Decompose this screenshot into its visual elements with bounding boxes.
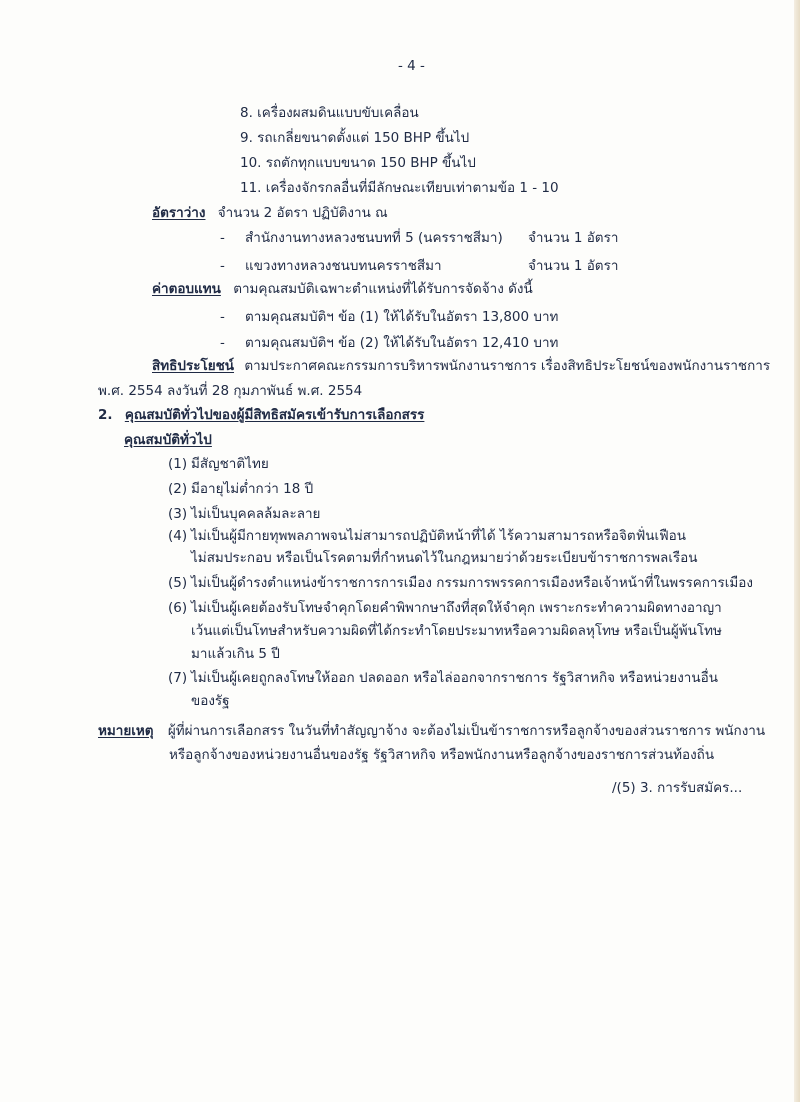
equipment-item-8: 8. เครื่องผสมดินแบบขับเคลื่อน [240, 105, 419, 121]
qualification-5-text: ไม่เป็นผู้ดำรงตำแหน่งข้าราชการการเมือง กรรมการพรรคการเมืองหรือเจ้าหน้าที่ในพรรคการเมือง [191, 575, 753, 591]
section2-subtitle-row [124, 431, 212, 449]
compensation-label: ค่าตอบแทน [152, 281, 221, 297]
qualification-6-text-3: มาแล้วเกิน 5 ปี [191, 646, 280, 662]
continuation-note: /(5) 3. การรับสมัคร... [612, 780, 743, 796]
qualification-7-text-2: ของรัฐ [191, 693, 230, 709]
qualification-6-text-2: เว้นแต่เป็นโทษสำหรับความผิดที่ได้กระทำโดยประมาทหรือความผิดลหุโทษ หรือเป็นผู้พ้นโทษ [191, 623, 722, 639]
qualification-3-number: (3) [168, 506, 188, 522]
qualification-2-text: มีอายุไม่ต่ำกว่า 18 ปี [191, 481, 314, 497]
section2-subtitle: คุณสมบัติทั่วไป [124, 432, 212, 448]
vacancy-dash-1: - [220, 230, 225, 246]
vacancy-row [152, 204, 388, 222]
qualification-5-number: (5) [168, 575, 188, 591]
qualification-4-number: (4) [168, 528, 188, 544]
qualification-6-number: (6) [168, 600, 188, 616]
page-number: - 4 - [398, 58, 425, 74]
compensation-dash-1: - [220, 309, 225, 325]
remark-text-1: ผู้ที่ผ่านการเลือกสรร ในวันที่ทำสัญญาจ้าง จะต้องไม่เป็นข้าราชการหรือลูกจ้างของส่วนราชการ พนักงาน [167, 723, 766, 739]
compensation-row [152, 280, 533, 298]
compensation-dash-2: - [220, 335, 225, 351]
equipment-item-9: 9. รถเกลี่ยขนาดตั้งแต่ 150 BHP ขึ้นไป [240, 130, 470, 146]
section2-heading [98, 406, 424, 424]
vacancy-office-1: สำนักงานทางหลวงชนบทที่ 5 (นครราชสีมา) [245, 230, 503, 246]
remark-label: หมายเหตุ [98, 723, 154, 739]
remark-row [98, 722, 765, 740]
page-edge [794, 0, 800, 1102]
remark-text-2: หรือลูกจ้างของหน่วยงานอื่นของรัฐ รัฐวิสาหกิจ หรือพนักงานหรือลูกจ้างของราชการส่วนท้องถิ่น [169, 747, 715, 763]
qualification-1-text: มีสัญชาติไทย [191, 456, 269, 472]
qualification-6-text-1: ไม่เป็นผู้เคยต้องรับโทษจำคุกโดยคำพิพากษาถึงที่สุดให้จำคุก เพราะกระทำความผิดทางอาญา [191, 600, 722, 616]
vacancy-label: อัตราว่าง [152, 205, 206, 221]
benefits-label: สิทธิประโยชน์ [152, 358, 235, 374]
compensation-text: ตามคุณสมบัติเฉพาะตำแหน่งที่ได้รับการจัดจ้าง ดังนี้ [233, 281, 533, 297]
benefits-text-1: ตามประกาศคณะกรรมการบริหารพนักงานราชการ เรื่องสิทธิประโยชน์ของพนักงานราชการ [244, 358, 771, 374]
vacancy-count-1: จำนวน 1 อัตรา [528, 230, 619, 246]
qualification-7-number: (7) [168, 670, 188, 686]
section2-number: 2. [98, 407, 113, 423]
equipment-item-10: 10. รถตักทุกแบบขนาด 150 BHP ขึ้นไป [240, 155, 476, 171]
section2-title: คุณสมบัติทั่วไปของผู้มีสิทธิสมัครเข้ารับการเลือกสรร [124, 407, 425, 423]
benefits-row [152, 357, 770, 375]
compensation-item-1: ตามคุณสมบัติฯ ข้อ (1) ให้ได้รับในอัตรา 13,800 บาท [245, 309, 559, 325]
vacancy-dash-2: - [220, 258, 225, 274]
vacancy-office-2: แขวงทางหลวงชนบทนครราชสีมา [245, 258, 442, 274]
qualification-7-text-1: ไม่เป็นผู้เคยถูกลงโทษให้ออก ปลดออก หรือไล่ออกจากราชการ รัฐวิสาหกิจ หรือหน่วยงานอื่น [191, 670, 718, 686]
qualification-2-number: (2) [168, 481, 188, 497]
qualification-3-text: ไม่เป็นบุคคลล้มละลาย [191, 506, 321, 522]
qualification-4-text-2: ไม่สมประกอบ หรือเป็นโรคตามที่กำหนดไว้ในกฎหมายว่าด้วยระเบียบข้าราชการพลเรือน [191, 550, 698, 566]
vacancy-count-2: จำนวน 1 อัตรา [528, 258, 619, 274]
equipment-item-11: 11. เครื่องจักรกลอื่นที่มีลักษณะเทียบเท่าตามข้อ 1 - 10 [240, 180, 559, 196]
benefits-text-2: พ.ศ. 2554 ลงวันที่ 28 กุมภาพันธ์ พ.ศ. 2554 [98, 383, 363, 399]
vacancy-text: จำนวน 2 อัตรา ปฏิบัติงาน ณ [217, 205, 388, 221]
qualification-4-text-1: ไม่เป็นผู้มีกายทุพพลภาพจนไม่สามารถปฏิบัติหน้าที่ได้ ไร้ความสามารถหรือจิตฟั่นเฟือน [191, 528, 686, 544]
qualification-1-number: (1) [168, 456, 188, 472]
compensation-item-2: ตามคุณสมบัติฯ ข้อ (2) ให้ได้รับในอัตรา 12,410 บาท [245, 335, 559, 351]
